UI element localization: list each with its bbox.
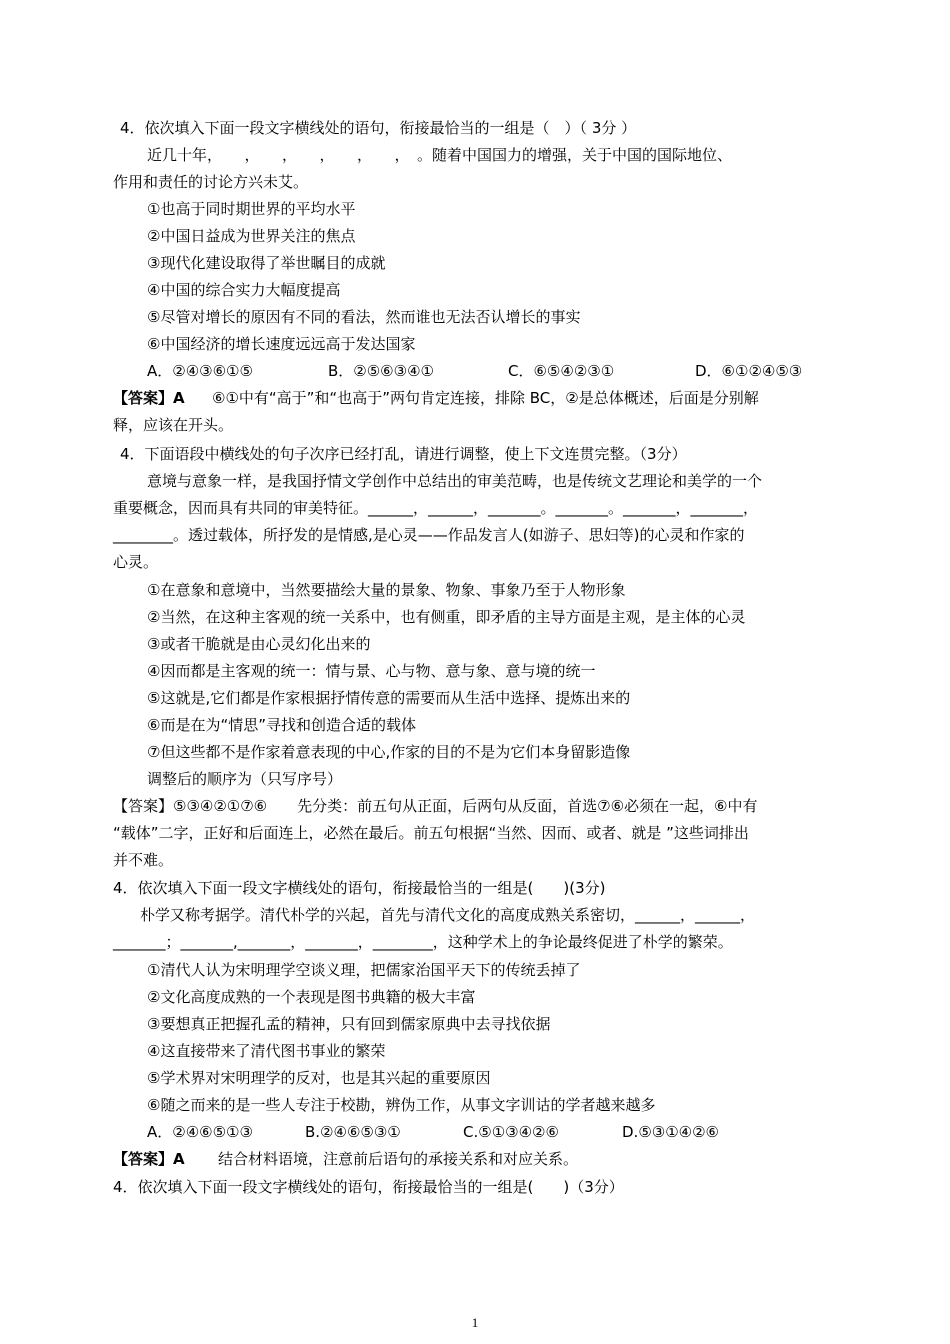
list-item: ⑤这就是,它们都是作家根据抒情传意的需要而从生活中选择、提炼出来的 [147, 689, 631, 707]
answer-text: 释，应该在开头。 [113, 416, 234, 434]
passage-line: 意境与意象一样，是我国抒情文学创作中总结出的审美范畴，也是传统文艺理论和美学的一个 [147, 472, 763, 490]
passage-line: ________。透过载体，所抒发的是情感,是心灵——作品发言人(如游子、思妇等)的心灵和作家的 [113, 526, 745, 544]
list-item: ⑤学术界对宋明理学的反对，也是其兴起的重要原因 [147, 1069, 491, 1087]
list-item: ③现代化建设取得了举世瞩目的成就 [147, 254, 386, 272]
option-c: C.⑤①③④②⑥ [463, 1123, 559, 1141]
answer-text: 【答案】⑤③④②①⑦⑥ 先分类：前五句从正面，后两句从反面，首选⑦⑥必须在一起，⑥中有 [113, 797, 758, 815]
question-title: 4．依次填入下面一段文字横线处的语句，衔接最恰当的一组是( )(3分) [113, 879, 606, 897]
list-item: ①在意象和意境中，当然要描绘大量的景象、物象、事象乃至于人物形象 [147, 581, 626, 599]
passage-line: 重要概念，因而具有共同的审美特征。______，______，_______。_______。_______，_______， [113, 499, 759, 517]
list-item: ②文化高度成熟的一个表现是图书典籍的极大丰富 [147, 988, 476, 1006]
list-item: ⑥中国经济的增长速度远远高于发达国家 [147, 335, 416, 353]
answer-label: 【答案】A [113, 1150, 185, 1168]
option-a: A．②④③⑥①⑤ [147, 362, 253, 380]
page-number: 1 [471, 1315, 479, 1330]
option-d: D.⑤③①④②⑥ [622, 1123, 720, 1141]
option-c: C．⑥⑤④②③① [508, 362, 615, 380]
list-item: ②当然，在这种主客观的统一关系中，也有侧重，即矛盾的主导方面是主观，是主体的心灵 [147, 608, 746, 626]
list-item: ①清代人认为宋明理学空谈义理，把儒家治国平天下的传统丢掉了 [147, 961, 581, 979]
list-item: ⑤尽管对增长的原因有不同的看法，然而谁也无法否认增长的事实 [147, 308, 581, 326]
question-title: 4．下面语段中横线处的句子次序已经打乱，请进行调整，使上下文连贯完整。（3分） [120, 445, 687, 463]
answer-label: 【答案】A [113, 389, 185, 407]
list-item: ③或者干脆就是由心灵幻化出来的 [147, 635, 371, 653]
passage-line: 近几十年， ， ， ， ， ， 。随着中国国力的增强，关于中国的国际地位、 [147, 146, 733, 164]
question-title: 4．依次填入下面一段文字横线处的语句，衔接最恰当的一组是（ ）（ 3分 ） [120, 119, 637, 137]
answer-text: 结合材料语境，注意前后语句的承接关系和对应关系。 [218, 1150, 579, 1168]
list-item: ⑦但这些都不是作家着意表现的中心,作家的目的不是为它们本身留影造像 [147, 743, 631, 761]
option-b: B．②⑤⑥③④① [328, 362, 434, 380]
option-a: A．②④⑥⑤①③ [147, 1123, 253, 1141]
option-d: D．⑥①②④⑤③ [695, 362, 803, 380]
list-item: ⑥而是在为“情思”寻找和创造合适的载体 [147, 716, 416, 734]
list-item: ⑥随之而来的是一些人专注于校勘，辨伪工作，从事文字训诂的学者越来越多 [147, 1096, 656, 1114]
list-item: ④中国的综合实力大幅度提高 [147, 281, 341, 299]
list-item: ④这直接带来了清代图书事业的繁荣 [147, 1042, 386, 1060]
answer-text: 并不难。 [113, 851, 174, 869]
passage-line: 心灵。 [113, 553, 159, 571]
passage-line: 朴学又称考据学。清代朴学的兴起，首先与清代文化的高度成熟关系密切，______，______， [140, 906, 756, 924]
question-title: 4．依次填入下面一段文字横线处的语句，衔接最恰当的一组是( )（3分） [113, 1178, 624, 1196]
list-item: ④因而都是主客观的统一：情与景、心与物、意与象、意与境的统一 [147, 662, 596, 680]
list-item: ③要想真正把握孔孟的精神，只有回到儒家原典中去寻找依据 [147, 1015, 551, 1033]
answer-text: “载体”二字，正好和后面连上，必然在最后。前五句根据“当然、因而、或者、就是 ”这些词排出 [113, 824, 749, 842]
list-item: ①也高于同时期世界的平均水平 [147, 200, 356, 218]
order-prompt: 调整后的顺序为（只写序号） [147, 770, 343, 788]
passage-line: 作用和责任的讨论方兴未艾。 [113, 173, 309, 191]
list-item: ②中国日益成为世界关注的焦点 [147, 227, 356, 245]
option-b: B.②④⑥⑤③① [305, 1123, 401, 1141]
passage-line: _______；_______,_______，_______，________，这种学术上的争论最终促进了朴学的繁荣。 [113, 933, 733, 951]
answer-text: ⑥①中有“高于”和“也高于”两句肯定连接，排除 BC，②是总体概述，后面是分别解 [212, 389, 759, 407]
